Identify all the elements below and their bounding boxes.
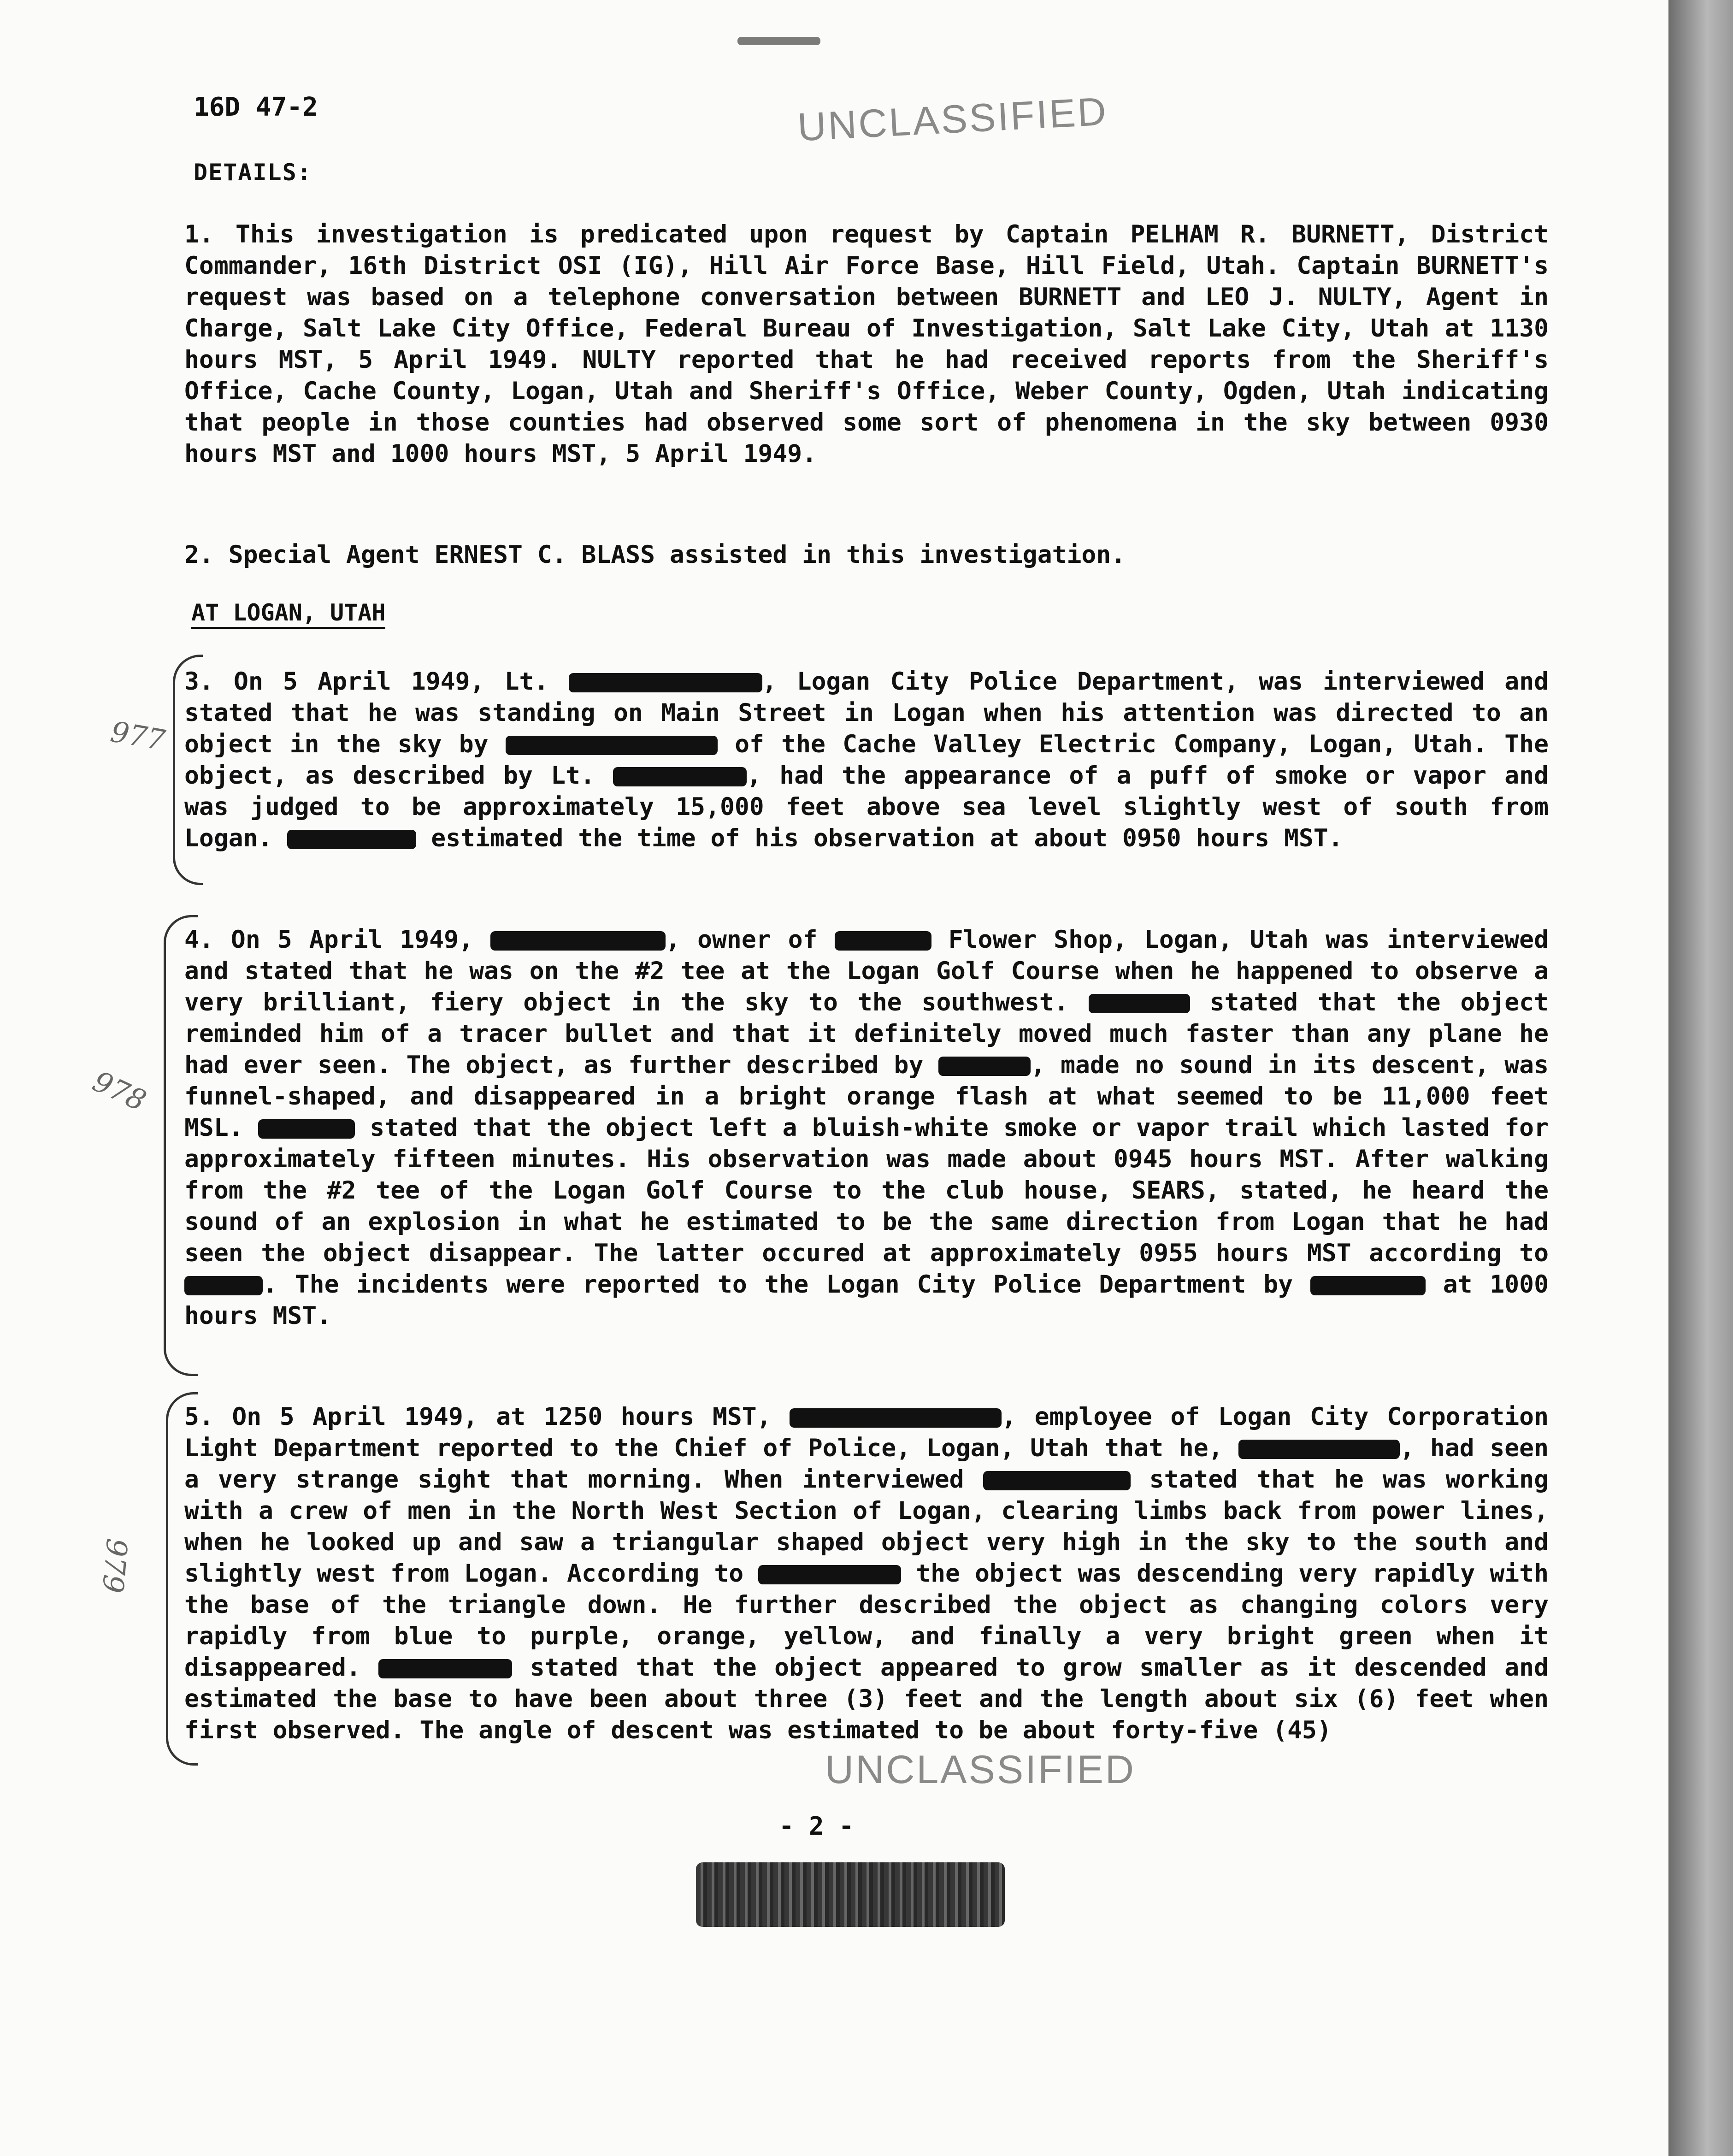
classification-stamp-bottom: UNCLASSIFIED [825,1748,1136,1792]
page-number: - 2 - [779,1812,854,1841]
details-heading: DETAILS: [194,159,312,186]
paragraph-1: 1. This investigation is predicated upon request by Captain PELHAM R. BURNETT, District Commander, 16th District OSI (IG), Hill Air Force Base, Hill Field, Utah. Captain BURNETT's request was based on a telephone conversation between BURNETT and LEO J. NULTY, Agent in Charge, Salt Lake City Office, Federal Bureau of Investigation, Salt Lake City, Utah at 1130 hours MST, 5 April 1949. NULTY reported that he had received reports from the Sheriff's Office, Cache County, Logan, Utah and Sheriff's Office, Weber County, Ogden, Utah indicating that people in those counties had observed some sort of phenomena in the sky between 0930 hours MST and 1000 hours MST, 5 April 1949. [184,220,1563,468]
redaction [938,1057,1031,1076]
redaction [506,736,718,755]
margin-note-p3: 977 [108,715,168,757]
redaction [378,1659,512,1678]
redaction [983,1471,1131,1490]
paragraph-5: 5. On 5 April 1949, at 1250 hours MST, , employee of Logan City Corporation Light Department reported to the Chief of Police, Logan, Utah that he, , had seen a very strange sight that morning. When interviewed stated that he was working with a crew of men in the North West Section of Logan, clearing limbs back from power lines, when he looked up and saw a triangular shaped object very high in the sky to the south and slightly west from Logan. According to the object was descending very rapidly with the base of the triangle down. He further described the object as changing colors very rapidly from blue to purple, orange, yellow, and finally a very bright green when it disappeared. stated that the object appeared to grow smaller as it descended and estimated the base to have been about three (3) feet and the length about six (6) feet when first observed. The angle of descent was estimated to be about forty-five (45) [184,1403,1563,1744]
redaction [569,673,762,692]
margin-note-p5: 979 [95,1537,134,1595]
redaction [258,1119,355,1139]
redaction [287,830,416,849]
section-heading-logan: AT LOGAN, UTAH [191,599,385,629]
redaction [1089,994,1190,1013]
redaction [835,931,931,951]
file-reference: 16D 47-2 [194,92,318,122]
scan-smudge-bottom [696,1862,1005,1927]
redaction [1310,1276,1426,1295]
paragraph-2: 2. Special Agent ERNEST C. BLASS assisted in this investigation. [184,541,1126,569]
redaction [613,767,747,786]
scan-smudge-top [737,37,820,45]
classification-stamp-top: UNCLASSIFIED [796,89,1109,150]
redaction [758,1565,901,1584]
paragraph-4: 4. On 5 April 1949, , owner of Flower Shop, Logan, Utah was interviewed and stated that he was on the #2 tee at the Logan Golf Course when he happened to observe a very brilliant, fiery object in the sky to the southwest. stated that the object reminded him of a tracer bullet and that it definitely moved much faster than any plane he had ever seen. The object, as further described by , made no sound in its descent, was funnel-shaped, and disappeared in a bright orange flash at what seemed to be 11,000 feet MSL. stated that the object left a bluish-white smoke or vapor trail which lasted for approximately fifteen minutes. His observation was made about 0945 hours MST. After walking from the #2 tee of the Logan Golf Course to the club house, SEARS, stated, he heard the sound of an explosion in what he estimated to be the same direction from Logan that he had seen the object disappear. The latter occured at approximately 0955 hours MST according to . The incidents were reported to the Logan City Police Department by at 1000 hours MST. [184,926,1563,1330]
scan-edge [1668,0,1733,2156]
redaction [184,1276,263,1295]
margin-note-p4: 978 [88,1064,152,1118]
paragraph-3: 3. On 5 April 1949, Lt. , Logan City Police Department, was interviewed and stated that he was standing on Main Street in Logan when his attention was directed to an object in the sky by of the Cache Valley Electric Company, Logan, Utah. The object, as described by Lt. , had the appearance of a puff of smoke or vapor and was judged to be approximately 15,000 feet above sea level slightly west of south from Logan. estimated the time of his observation at about 0950 hours MST. [184,667,1563,852]
redaction [790,1408,1002,1428]
redaction [490,931,666,951]
redaction [1238,1440,1400,1459]
